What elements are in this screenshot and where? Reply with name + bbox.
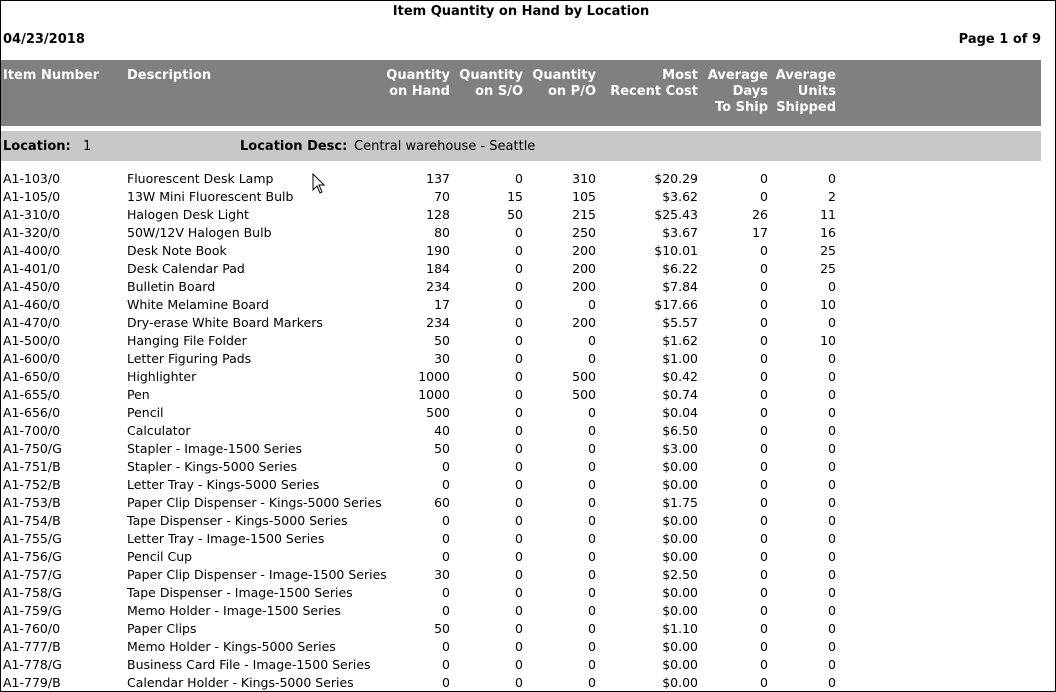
- avg-days-to-ship-cell: 0: [760, 369, 768, 384]
- qty-on-po-cell: 0: [588, 297, 596, 312]
- item-number-cell: A1-700/0: [3, 423, 61, 438]
- qty-on-hand-cell: 50: [434, 441, 450, 456]
- qty-on-hand-cell: 50: [434, 333, 450, 348]
- table-row: [1, 530, 1041, 548]
- col-avg-days-to-ship: Average Days To Ship: [707, 68, 768, 115]
- item-number-cell: A1-751/B: [3, 459, 61, 474]
- avg-units-shipped-cell: 0: [828, 369, 836, 384]
- description-cell: Highlighter: [127, 369, 197, 384]
- qty-on-po-cell: 0: [588, 603, 596, 618]
- item-number-cell: A1-460/0: [3, 297, 61, 312]
- avg-units-shipped-cell: 0: [828, 531, 836, 546]
- qty-on-so-cell: 0: [515, 423, 523, 438]
- most-recent-cost-cell: $0.00: [662, 549, 698, 564]
- table-row: [1, 476, 1041, 494]
- item-number-cell: A1-650/0: [3, 369, 61, 384]
- item-number-cell: A1-470/0: [3, 315, 61, 330]
- table-row: [1, 332, 1041, 350]
- most-recent-cost-cell: $0.00: [662, 675, 698, 690]
- avg-units-shipped-cell: 0: [828, 567, 836, 582]
- item-number-cell: A1-105/0: [3, 189, 61, 204]
- qty-on-hand-cell: 60: [434, 495, 450, 510]
- table-row: [1, 512, 1041, 530]
- qty-on-so-cell: 0: [515, 171, 523, 186]
- qty-on-hand-cell: 500: [426, 405, 450, 420]
- qty-on-po-cell: 200: [572, 279, 596, 294]
- avg-days-to-ship-cell: 0: [760, 549, 768, 564]
- item-number-cell: A1-600/0: [3, 351, 61, 366]
- most-recent-cost-cell: $0.00: [662, 477, 698, 492]
- col-avg-units-shipped: Average Units Shipped: [775, 68, 836, 115]
- table-row: [1, 242, 1041, 260]
- most-recent-cost-cell: $0.00: [662, 657, 698, 672]
- qty-on-po-cell: 0: [588, 657, 596, 672]
- qty-on-po-cell: 500: [572, 387, 596, 402]
- item-number-cell: A1-779/B: [3, 675, 61, 690]
- avg-units-shipped-cell: 0: [828, 621, 836, 636]
- qty-on-hand-cell: 0: [442, 675, 450, 690]
- avg-days-to-ship-cell: 0: [760, 513, 768, 528]
- most-recent-cost-cell: $17.66: [654, 297, 698, 312]
- qty-on-po-cell: 250: [572, 225, 596, 240]
- qty-on-so-cell: 0: [515, 657, 523, 672]
- qty-on-po-cell: 0: [588, 495, 596, 510]
- avg-units-shipped-cell: 0: [828, 441, 836, 456]
- qty-on-hand-cell: 0: [442, 531, 450, 546]
- qty-on-hand-cell: 0: [442, 585, 450, 600]
- avg-days-to-ship-cell: 0: [760, 459, 768, 474]
- table-row: [1, 350, 1041, 368]
- col-qty-on-so: Quantity on S/O: [459, 68, 523, 99]
- avg-days-to-ship-cell: 0: [760, 351, 768, 366]
- avg-days-to-ship-cell: 0: [760, 441, 768, 456]
- most-recent-cost-cell: $0.00: [662, 639, 698, 654]
- qty-on-hand-cell: 0: [442, 603, 450, 618]
- qty-on-hand-cell: 234: [426, 315, 450, 330]
- column-header-band: [1, 60, 1041, 126]
- description-cell: Letter Tray - Image-1500 Series: [127, 531, 325, 546]
- report-date: 04/23/2018: [3, 32, 85, 47]
- description-cell: Paper Clip Dispenser - Kings-5000 Series: [127, 495, 382, 510]
- avg-units-shipped-cell: 10: [820, 333, 836, 348]
- avg-units-shipped-cell: 0: [828, 495, 836, 510]
- most-recent-cost-cell: $5.57: [662, 315, 698, 330]
- table-row: [1, 656, 1041, 674]
- qty-on-so-cell: 0: [515, 369, 523, 384]
- table-row: [1, 296, 1041, 314]
- description-cell: Memo Holder - Image-1500 Series: [127, 603, 341, 618]
- qty-on-hand-cell: 0: [442, 477, 450, 492]
- qty-on-po-cell: 0: [588, 459, 596, 474]
- qty-on-so-cell: 0: [515, 675, 523, 690]
- qty-on-hand-cell: 234: [426, 279, 450, 294]
- item-number-cell: A1-750/G: [3, 441, 62, 456]
- qty-on-so-cell: 0: [515, 585, 523, 600]
- report-title: Item Quantity on Hand by Location: [392, 4, 650, 19]
- qty-on-so-cell: 15: [507, 189, 523, 204]
- qty-on-hand-cell: 30: [434, 567, 450, 582]
- qty-on-po-cell: 0: [588, 513, 596, 528]
- description-cell: Hanging File Folder: [127, 333, 247, 348]
- location-label: Location:: [3, 139, 71, 154]
- qty-on-hand-cell: 0: [442, 657, 450, 672]
- qty-on-hand-cell: 50: [434, 621, 450, 636]
- qty-on-hand-cell: 0: [442, 639, 450, 654]
- avg-units-shipped-cell: 0: [828, 549, 836, 564]
- avg-days-to-ship-cell: 0: [760, 405, 768, 420]
- qty-on-po-cell: 0: [588, 639, 596, 654]
- most-recent-cost-cell: $25.43: [654, 207, 698, 222]
- avg-units-shipped-cell: 0: [828, 459, 836, 474]
- table-row: [1, 620, 1041, 638]
- item-number-cell: A1-758/G: [3, 585, 62, 600]
- qty-on-so-cell: 0: [515, 279, 523, 294]
- qty-on-so-cell: 0: [515, 405, 523, 420]
- most-recent-cost-cell: $6.22: [662, 261, 698, 276]
- qty-on-po-cell: 200: [572, 261, 596, 276]
- description-cell: Stapler - Kings-5000 Series: [127, 459, 297, 474]
- most-recent-cost-cell: $0.42: [662, 369, 698, 384]
- most-recent-cost-cell: $0.00: [662, 531, 698, 546]
- item-number-cell: A1-103/0: [3, 171, 61, 186]
- most-recent-cost-cell: $1.10: [662, 621, 698, 636]
- qty-on-hand-cell: 80: [434, 225, 450, 240]
- avg-days-to-ship-cell: 0: [760, 297, 768, 312]
- item-number-cell: A1-656/0: [3, 405, 61, 420]
- qty-on-po-cell: 215: [572, 207, 596, 222]
- qty-on-po-cell: 0: [588, 567, 596, 582]
- table-row: [1, 548, 1041, 566]
- qty-on-po-cell: 0: [588, 441, 596, 456]
- description-cell: Tape Dispenser - Kings-5000 Series: [127, 513, 348, 528]
- most-recent-cost-cell: $0.00: [662, 585, 698, 600]
- description-cell: Pen: [127, 387, 150, 402]
- qty-on-po-cell: 0: [588, 351, 596, 366]
- table-row: [1, 224, 1041, 242]
- item-number-cell: A1-756/G: [3, 549, 62, 564]
- description-cell: Letter Figuring Pads: [127, 351, 252, 366]
- qty-on-so-cell: 0: [515, 225, 523, 240]
- item-number-cell: A1-754/B: [3, 513, 61, 528]
- description-cell: Fluorescent Desk Lamp: [127, 171, 274, 186]
- qty-on-hand-cell: 30: [434, 351, 450, 366]
- qty-on-hand-cell: 0: [442, 513, 450, 528]
- description-cell: Bulletin Board: [127, 279, 216, 294]
- item-number-cell: A1-777/B: [3, 639, 61, 654]
- qty-on-hand-cell: 0: [442, 459, 450, 474]
- avg-units-shipped-cell: 10: [820, 297, 836, 312]
- description-cell: 50W/12V Halogen Bulb: [127, 225, 272, 240]
- table-row: [1, 188, 1041, 206]
- description-cell: Paper Clips: [127, 621, 197, 636]
- qty-on-hand-cell: 0: [442, 549, 450, 564]
- description-cell: Business Card File - Image-1500 Series: [127, 657, 371, 672]
- avg-days-to-ship-cell: 26: [752, 207, 768, 222]
- description-cell: Desk Calendar Pad: [127, 261, 245, 276]
- table-row: [1, 314, 1041, 332]
- avg-days-to-ship-cell: 0: [760, 639, 768, 654]
- avg-days-to-ship-cell: 17: [752, 225, 768, 240]
- most-recent-cost-cell: $2.50: [662, 567, 698, 582]
- item-table: [1, 170, 1041, 692]
- col-description: Description: [127, 68, 212, 83]
- avg-units-shipped-cell: 0: [828, 405, 836, 420]
- qty-on-so-cell: 0: [515, 261, 523, 276]
- description-cell: Paper Clip Dispenser - Image-1500 Series: [127, 567, 387, 582]
- qty-on-po-cell: 0: [588, 333, 596, 348]
- most-recent-cost-cell: $3.67: [662, 225, 698, 240]
- description-cell: Memo Holder - Kings-5000 Series: [127, 639, 336, 654]
- item-number-cell: A1-320/0: [3, 225, 61, 240]
- qty-on-hand-cell: 184: [426, 261, 450, 276]
- col-qty-on-po: Quantity on P/O: [532, 68, 596, 99]
- avg-days-to-ship-cell: 0: [760, 387, 768, 402]
- avg-days-to-ship-cell: 0: [760, 603, 768, 618]
- table-row: [1, 422, 1041, 440]
- most-recent-cost-cell: $1.75: [662, 495, 698, 510]
- avg-units-shipped-cell: 0: [828, 171, 836, 186]
- table-row: [1, 404, 1041, 422]
- avg-days-to-ship-cell: 0: [760, 585, 768, 600]
- qty-on-po-cell: 0: [588, 675, 596, 690]
- item-number-cell: A1-760/0: [3, 621, 61, 636]
- avg-days-to-ship-cell: 0: [760, 495, 768, 510]
- col-qty-on-hand: Quantity on Hand: [386, 68, 450, 99]
- qty-on-so-cell: 0: [515, 477, 523, 492]
- description-cell: Halogen Desk Light: [127, 207, 249, 222]
- qty-on-so-cell: 0: [515, 297, 523, 312]
- table-row: [1, 206, 1041, 224]
- qty-on-so-cell: 0: [515, 459, 523, 474]
- most-recent-cost-cell: $3.00: [662, 441, 698, 456]
- qty-on-po-cell: 105: [572, 189, 596, 204]
- qty-on-po-cell: 0: [588, 405, 596, 420]
- item-number-cell: A1-755/G: [3, 531, 62, 546]
- avg-units-shipped-cell: 0: [828, 675, 836, 690]
- item-number-cell: A1-759/G: [3, 603, 62, 618]
- avg-units-shipped-cell: 0: [828, 279, 836, 294]
- avg-days-to-ship-cell: 0: [760, 171, 768, 186]
- avg-units-shipped-cell: 0: [828, 423, 836, 438]
- qty-on-so-cell: 0: [515, 315, 523, 330]
- qty-on-po-cell: 0: [588, 477, 596, 492]
- item-number-cell: A1-753/B: [3, 495, 61, 510]
- description-cell: Letter Tray - Kings-5000 Series: [127, 477, 320, 492]
- table-row: [1, 260, 1041, 278]
- most-recent-cost-cell: $1.62: [662, 333, 698, 348]
- col-most-recent-cost: Most Recent Cost: [610, 68, 698, 99]
- table-row: [1, 458, 1041, 476]
- qty-on-hand-cell: 17: [434, 297, 450, 312]
- avg-days-to-ship-cell: 0: [760, 567, 768, 582]
- qty-on-hand-cell: 1000: [418, 387, 450, 402]
- avg-days-to-ship-cell: 0: [760, 531, 768, 546]
- description-cell: Pencil Cup: [127, 549, 193, 564]
- description-cell: Stapler - Image-1500 Series: [127, 441, 303, 456]
- qty-on-hand-cell: 1000: [418, 369, 450, 384]
- avg-days-to-ship-cell: 0: [760, 423, 768, 438]
- table-row: [1, 368, 1041, 386]
- qty-on-so-cell: 0: [515, 549, 523, 564]
- item-number-cell: A1-778/G: [3, 657, 62, 672]
- description-cell: Pencil: [127, 405, 164, 420]
- avg-days-to-ship-cell: 0: [760, 243, 768, 258]
- item-number-cell: A1-400/0: [3, 243, 61, 258]
- most-recent-cost-cell: $1.00: [662, 351, 698, 366]
- qty-on-hand-cell: 190: [426, 243, 450, 258]
- location-value: 1: [83, 139, 92, 154]
- avg-days-to-ship-cell: 0: [760, 261, 768, 276]
- most-recent-cost-cell: $10.01: [654, 243, 698, 258]
- most-recent-cost-cell: $20.29: [654, 171, 698, 186]
- avg-days-to-ship-cell: 0: [760, 477, 768, 492]
- location-desc-value: Central warehouse - Seattle: [354, 139, 536, 154]
- qty-on-hand-cell: 128: [426, 207, 450, 222]
- avg-units-shipped-cell: 0: [828, 657, 836, 672]
- table-row: [1, 440, 1041, 458]
- description-cell: Tape Dispenser - Image-1500 Series: [127, 585, 353, 600]
- avg-units-shipped-cell: 0: [828, 351, 836, 366]
- location-group-header: [1, 131, 1041, 161]
- most-recent-cost-cell: $0.00: [662, 513, 698, 528]
- avg-units-shipped-cell: 0: [828, 477, 836, 492]
- description-cell: Desk Note Book: [127, 243, 227, 258]
- description-cell: Calendar Holder - Kings-5000 Series: [127, 675, 354, 690]
- col-item-number: Item Number: [3, 68, 100, 83]
- description-cell: Dry-erase White Board Markers: [127, 315, 323, 330]
- qty-on-hand-cell: 40: [434, 423, 450, 438]
- avg-units-shipped-cell: 0: [828, 315, 836, 330]
- avg-units-shipped-cell: 0: [828, 639, 836, 654]
- qty-on-so-cell: 0: [515, 387, 523, 402]
- qty-on-po-cell: 310: [572, 171, 596, 186]
- avg-units-shipped-cell: 0: [828, 585, 836, 600]
- description-cell: White Melamine Board: [127, 297, 269, 312]
- qty-on-so-cell: 0: [515, 441, 523, 456]
- qty-on-po-cell: 500: [572, 369, 596, 384]
- table-row: [1, 494, 1041, 512]
- item-number-cell: A1-500/0: [3, 333, 61, 348]
- item-number-cell: A1-655/0: [3, 387, 61, 402]
- table-row: [1, 602, 1041, 620]
- qty-on-so-cell: 0: [515, 621, 523, 636]
- avg-units-shipped-cell: 0: [828, 387, 836, 402]
- description-cell: 13W Mini Fluorescent Bulb: [127, 189, 294, 204]
- qty-on-so-cell: 50: [507, 207, 523, 222]
- qty-on-po-cell: 200: [572, 243, 596, 258]
- item-number-cell: A1-401/0: [3, 261, 61, 276]
- item-number-cell: A1-752/B: [3, 477, 61, 492]
- qty-on-po-cell: 0: [588, 423, 596, 438]
- avg-days-to-ship-cell: 0: [760, 333, 768, 348]
- item-number-cell: A1-757/G: [3, 567, 62, 582]
- most-recent-cost-cell: $0.04: [662, 405, 698, 420]
- most-recent-cost-cell: $3.62: [662, 189, 698, 204]
- qty-on-po-cell: 0: [588, 585, 596, 600]
- avg-units-shipped-cell: 0: [828, 603, 836, 618]
- qty-on-so-cell: 0: [515, 495, 523, 510]
- avg-units-shipped-cell: 25: [820, 261, 836, 276]
- avg-units-shipped-cell: 16: [820, 225, 836, 240]
- most-recent-cost-cell: $0.00: [662, 459, 698, 474]
- location-desc-label: Location Desc:: [240, 139, 348, 154]
- avg-days-to-ship-cell: 0: [760, 315, 768, 330]
- table-row: [1, 566, 1041, 584]
- avg-units-shipped-cell: 11: [820, 207, 836, 222]
- qty-on-po-cell: 200: [572, 315, 596, 330]
- page-number: Page 1 of 9: [958, 32, 1041, 47]
- avg-days-to-ship-cell: 0: [760, 189, 768, 204]
- table-row: [1, 278, 1041, 296]
- table-row: [1, 386, 1041, 404]
- qty-on-so-cell: 0: [515, 639, 523, 654]
- mouse-pointer-icon: [312, 173, 326, 195]
- avg-units-shipped-cell: 2: [828, 189, 836, 204]
- avg-days-to-ship-cell: 0: [760, 279, 768, 294]
- avg-units-shipped-cell: 25: [820, 243, 836, 258]
- table-row: [1, 584, 1041, 602]
- qty-on-so-cell: 0: [515, 333, 523, 348]
- avg-units-shipped-cell: 0: [828, 513, 836, 528]
- item-number-cell: A1-450/0: [3, 279, 61, 294]
- avg-days-to-ship-cell: 0: [760, 621, 768, 636]
- avg-days-to-ship-cell: 0: [760, 657, 768, 672]
- qty-on-po-cell: 0: [588, 549, 596, 564]
- qty-on-so-cell: 0: [515, 513, 523, 528]
- table-row: [1, 674, 1041, 692]
- qty-on-so-cell: 0: [515, 351, 523, 366]
- most-recent-cost-cell: $0.74: [662, 387, 698, 402]
- qty-on-so-cell: 0: [515, 243, 523, 258]
- avg-days-to-ship-cell: 0: [760, 675, 768, 690]
- qty-on-so-cell: 0: [515, 603, 523, 618]
- item-number-cell: A1-310/0: [3, 207, 61, 222]
- table-row: [1, 638, 1041, 656]
- qty-on-hand-cell: 137: [426, 171, 450, 186]
- most-recent-cost-cell: $7.84: [662, 279, 698, 294]
- qty-on-hand-cell: 70: [434, 189, 450, 204]
- qty-on-so-cell: 0: [515, 567, 523, 582]
- qty-on-so-cell: 0: [515, 531, 523, 546]
- qty-on-po-cell: 0: [588, 531, 596, 546]
- qty-on-po-cell: 0: [588, 621, 596, 636]
- most-recent-cost-cell: $0.00: [662, 603, 698, 618]
- most-recent-cost-cell: $6.50: [662, 423, 698, 438]
- table-row: [1, 170, 1041, 188]
- description-cell: Calculator: [127, 423, 191, 438]
